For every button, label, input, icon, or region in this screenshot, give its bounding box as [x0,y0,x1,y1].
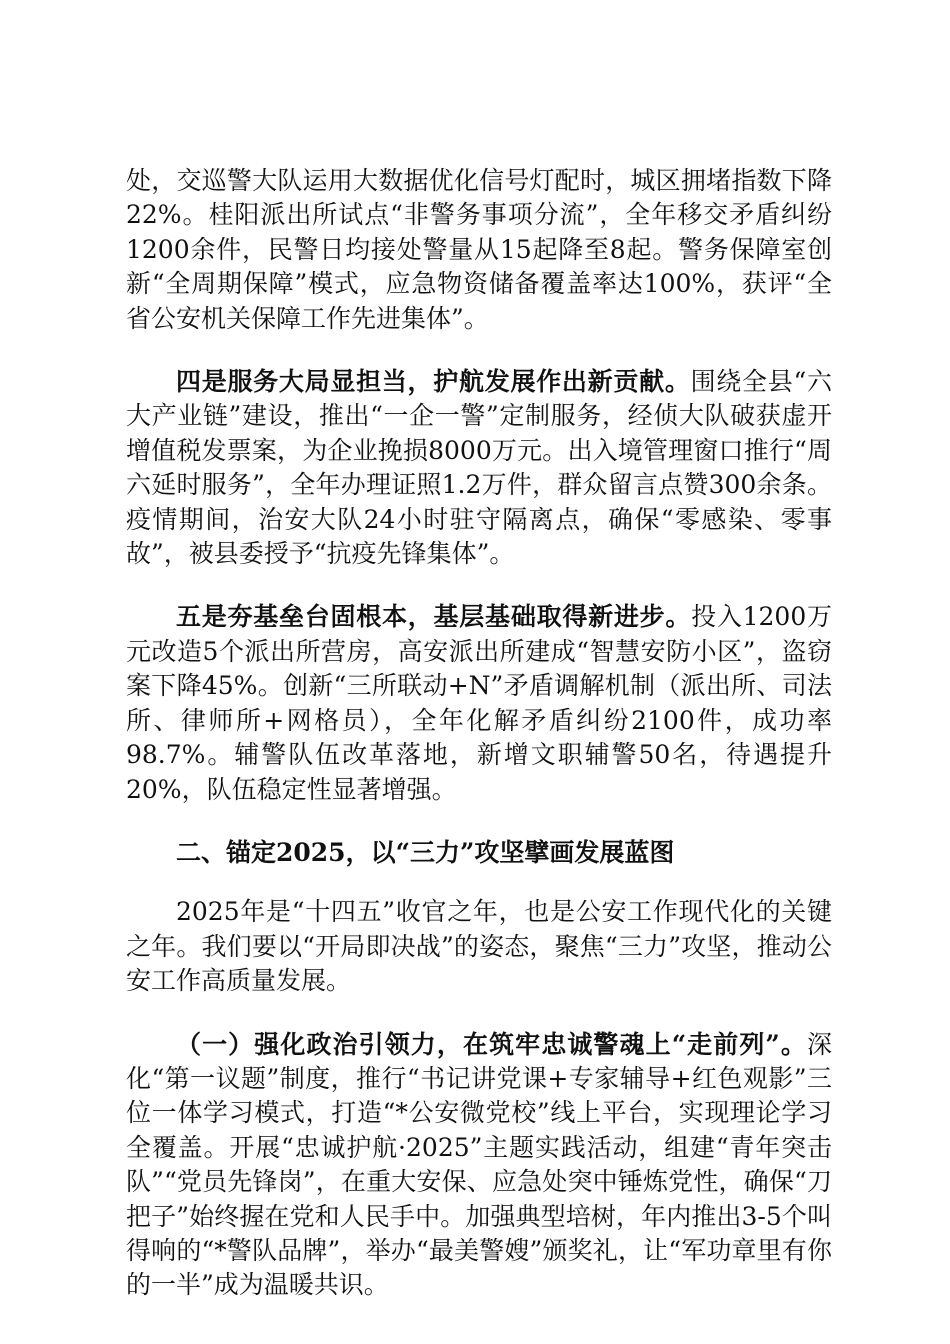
paragraph-lead: 四是服务大局显担当，护航发展作出新贡献。 [176,367,691,397]
paragraph-foundation [126,600,832,806]
paragraph-text: 围绕全县“六大产业链”建设，推出“一企一警”定制服务，经侦大队破获虚开增值税发票案，为企业挽损8000万元。出入境管理窗口推行“周六延时服务”，全年办理证照1.2万件，群众留言点赞300余条。疫情期间，治安大队24小时驻守隔离点，确保“零感染、零事故”，被县委授予“抗疫先锋集体”。 [126,367,833,569]
paragraph-text: 深化“第一议题”制度，推行“书记讲党课+专家辅导+红色观影”三位一体学习模式，打造“*公安微党校”线上平台，实现理论学习全覆盖。开展“忠诚护航·2025”主题实践活动，组建“青年突击队”“党员先锋岗”，在重大安保、应急处突中锤炼党性，确保“刀把子”始终握在党和人民手中。加强典型培树，年内推出3-5个叫得响的“*警队品牌”，举办“最美警嫂”颁奖礼，让“军功章里有你的一半”成为温暖共识。 [126,1029,832,1300]
paragraph-lead: （一）强化政治引领力，在筑牢忠诚警魂上“走前列”。 [176,1029,807,1059]
section-heading: 二、锚定2025，以“三力”攻坚擘画发展蓝图 [176,837,675,867]
paragraph-text: 处，交巡警大队运用大数据优化信号灯配时，城区拥堵指数下降22%。桂阳派出所试点“非警务事项分流”，全年移交矛盾纠纷1200余件，民警日均接处警量从15起降至8起。警务保障室创新“全周期保障”模式，应急物资储备覆盖率达100%，获评“全省公安机关保障工作先进集体”。 [126,166,832,333]
paragraph-text: 2025年是“十四五”收官之年，也是公安工作现代化的关键之年。我们要以“开局即决战”的姿态，聚焦“三力”攻坚，推动公安工作高质量发展。 [126,897,832,996]
paragraph-text: 投入1200万元改造5个派出所营房，高安派出所建成“智慧安防小区”，盗窃案下降45%。创新“三所联动+N”矛盾调解机制（派出所、司法所、律师所+网格员），全年化解矛盾纠纷2100件，成功率98.7%。辅警队伍改革落地，新增文职辅警50名，待遇提升20%，队伍稳定性显著增强。 [126,602,832,804]
paragraph-intro [126,895,832,998]
paragraph-political [126,1028,832,1303]
paragraph-service [126,365,832,571]
paragraph-lead: 五是夯基垒台固根本，基层基础取得新进步。 [176,602,692,632]
paragraph-continued [126,164,832,336]
document-body [126,164,832,1303]
